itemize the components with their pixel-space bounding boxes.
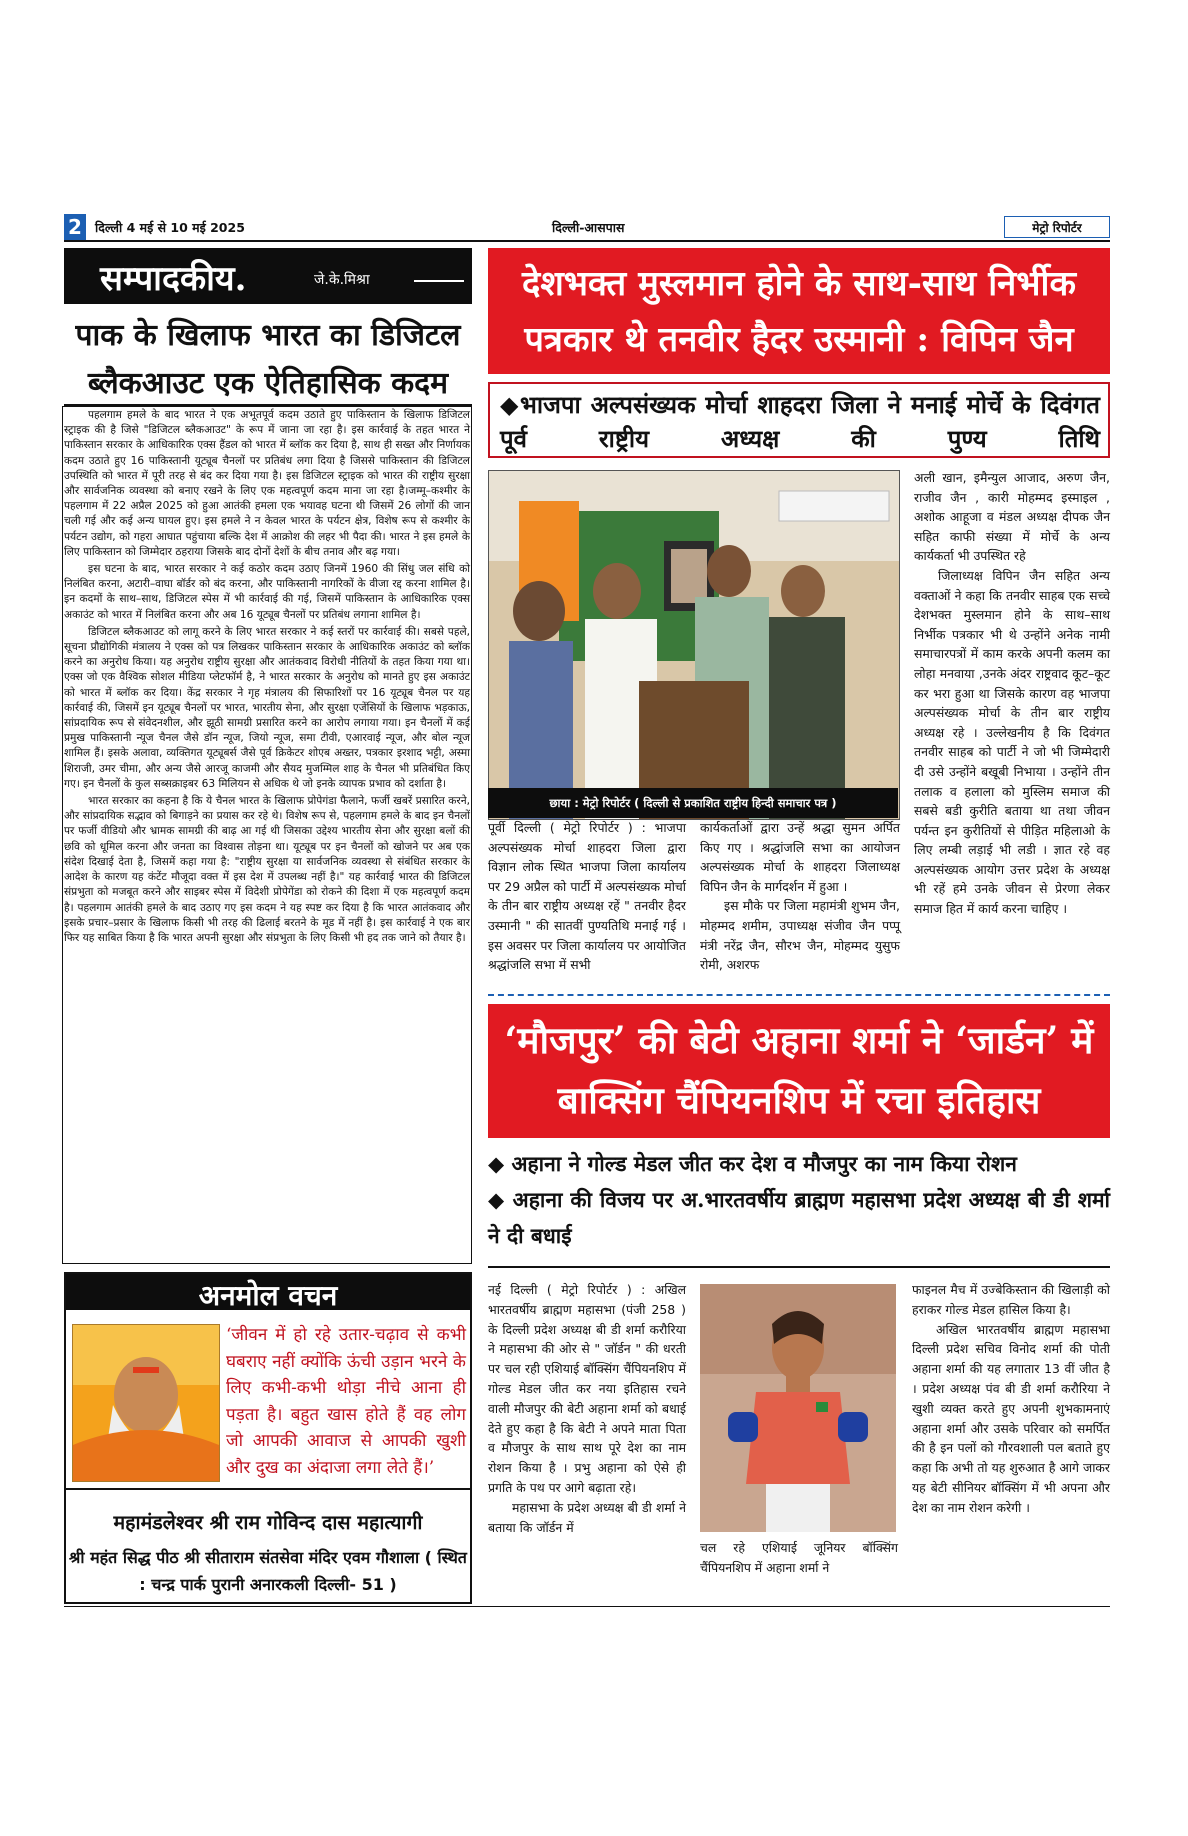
story1-subhead: ◆भाजपा अल्पसंख्यक मोर्चा शाहदरा जिला ने मनाई मोर्चे के दिवंगत पूर्व राष्ट्रीय अध्यक्ष की पुण्य तिथि: [500, 390, 1100, 453]
bullet-item: ◆ अहाना की विजय पर अ.भारतवर्षीय ब्राह्मण महासभा प्रदेश अध्यक्ष बी डी शर्मा ने दी बधाई: [488, 1187, 1110, 1248]
paragraph: इस घटना के बाद, भारत सरकार ने कई कठोर कदम उठाए जिनमें 1960 की सिंधु जल संधि को निलंबित करना, अटारी–वाघा बॉर्डर को बंद करना, और पाकिस्तानी नागरिकों के वीजा रद्द करना शामिल है। इन कदमों के साथ–साथ, डिजिटल स्पेस में भी कार्रवाई की गई, जिसमें पाकिस्तान के आधिकारिक एक्स अकाउंट को भारत में निलंबित करना और अब 16 यूट्यूब चैनलों पर प्रतिबंध लगाना शामिल है।: [64, 563, 470, 621]
quote-box-title: अनमोल वचन: [198, 1279, 338, 1312]
dashed-divider: [488, 994, 1110, 996]
story2-column-1: [488, 1280, 686, 1537]
boxer-portrait-icon: [700, 1284, 896, 1532]
paragraph: फाइनल मैच में उज्बेकिस्तान की खिलाड़ी को हराकर गोल्ड मेडल हासिल किया है।: [912, 1282, 1110, 1317]
paragraph: महासभा के प्रदेश अध्यक्ष बी डी शर्मा ने बताया कि जॉर्डन में: [488, 1499, 686, 1535]
story2-headline: ‘मौजपुर’ की बेटी अहाना शर्मा ने ‘जार्डन’ में बाक्सिंग चैंपियनशिप में रचा इतिहास: [504, 1018, 1094, 1122]
story2-column-3: [912, 1280, 1110, 1518]
paragraph: नई दिल्ली ( मेट्रो रिपोर्टर ) : अखिल भारतवर्षीय ब्राह्मण महासभा (पंजी 258 ) के दिल्ली प्रदेश अध्यक्ष बी डी शर्मा करौरिया ने महासभा की ओर से " जॉर्डन " की धरती पर चल रही एशियाई बॉक्सिंग चैंपियनशिप में गोल्ड मेडल जीत कर नया इतिहास रचने वाली मौजपुर की बेटी अहाना शर्मा को बधाई देते हुए कहा है कि बेटी ने अपने माता पिता व मौजपुर के साथ साथ पूरे देश का नाम रोशन किया है । प्रभु अहाना को ऐसे ही प्रगति के पथ पर आगे बढ़ाता रहे।: [488, 1282, 686, 1495]
paragraph: अली खान, इमैन्युल आजाद, अरुण जैन, राजीव जैन , कारी मोहम्मद इस्माइल , अशोक आहूजा व मंडल अध्यक्ष दीपक जैन सहित काफी संख्या में मोर्चे के अन्य कार्यकर्ता भी उपस्थित रहे: [914, 470, 1110, 564]
divider: [64, 1488, 472, 1490]
brand-name: मेट्रो रिपोर्टर: [1004, 216, 1110, 238]
tribute-ceremony-icon: [489, 471, 899, 819]
saint-portrait-image: [72, 1324, 220, 1482]
paragraph: अखिल भारतवर्षीय ब्राह्मण महासभा दिल्ली प्रदेश सचिव विनोद शर्मा की पोती अहाना शर्मा की यह लगातार 13 वीं जीत है । प्रदेश अध्यक्ष पंव बी डी शर्मा करौरिया ने खुशी व्यक्त करते हुए अपनी शुभकामनाएं अहाना शर्मा और उसके परिवार को समर्पित की है इन पलों को गौरवशाली पल बताते हुए कहा कि अभी तो यह शुरुआत है आगे जाकर यह बेटी सीनियर बॉक्सिंग में भी अपना और देश का नाम रोशन करेगी ।: [912, 1321, 1110, 1515]
issue-date: दिल्ली 4 मई से 10 मई 2025: [95, 220, 245, 235]
story1-column-1: [488, 818, 686, 975]
bullet-item: ◆ अहाना ने गोल्ड मेडल जीत कर देश व मौजपुर का नाम किया रोशन: [488, 1151, 1017, 1176]
quote-box-header: [66, 1274, 470, 1310]
editorial-label: सम्पादकीय.: [100, 259, 247, 299]
paragraph: पूर्वी दिल्ली ( मेट्रो रिपोर्टर ) : भाजपा अल्पसंख्यक मोर्चा शाहदरा जिला द्वारा विज्ञान लोक स्थित भाजपा जिला कार्यालय पर 29 अप्रैल को पार्टी में अल्पसंख्यक मोर्चा के तीन बार राष्ट्रीय अध्यक्ष रहें " तनवीर हैदर उस्मानी " की सातवीं पुण्यतिथि मनाई गई । इस अवसर पर जिला कार्यालय पर आयोजित श्रद्धांजलि सभा में सभी: [488, 820, 686, 973]
story2-column-2: [700, 1538, 898, 1578]
editorial-author: जे.के.मिश्रा: [314, 272, 370, 288]
saint-name: महामंडलेश्वर श्री राम गोविन्द दास महात्यागी: [113, 1511, 423, 1534]
story1-column-3: [914, 468, 1110, 919]
page-bottom-rule: [64, 1606, 1110, 1607]
editorial-body: [64, 408, 470, 948]
paragraph: भारत सरकार का कहना है कि ये चैनल भारत के खिलाफ प्रोपेगंडा फैलाने, फर्जी खबरें प्रसारित करने, और सांप्रदायिक सद्भाव को बिगाड़ने का प्रयास कर रहे थे। विशेष रूप से, पहलगाम हमले के बाद इन चैनलों पर फर्जी वीडियो और भ्रामक सामग्री की बाढ़ आ गई थी जिसका उद्देश्य भारतीय सेना और सुरक्षा बलों की छवि को धूमिल करना और जनता का विश्वास तोड़ना था। यूट्यूब पर इन चैनलों को खोजने पर अब एक संदेश दिखाई देता है, जिसमें कहा गया है: "राष्ट्रीय सुरक्षा या सार्वजनिक व्यवस्था से संबंधित सरकार के आदेश के कारण यह कंटेंट मौजूदा वक्त में इस देश में उपलब्ध नहीं है।" यह कार्रवाई भारत की डिजिटल संप्रभुता को मजबूत करने और साइबर स्पेस में विदेशी प्रोपेगेंडा को रोकने की दिशा में एक महत्वपूर्ण कदम है। पहलगाम आतंकी हमले के बाद उठाए गए इस कदम ने यह स्पष्ट कर दिया है कि भारत आतंकवाद और इसके प्रचार–प्रसार के खिलाफ किसी भी तरह की ढिलाई बरतने के मूड में नहीं है। इस कार्रवाई ने एक बार फिर यह साबित किया है कि भारत अपनी सुरक्षा और संप्रभुता के लिए किसी भी हद तक जाने को तैयार है।: [64, 795, 470, 944]
story1-column-2: [700, 818, 900, 975]
story1-headline: देशभक्त मुस्लमान होने के साथ-साथ निर्भीक पत्रकार थे तनवीर हैदर उस्मानी : विपिन जैन: [522, 264, 1076, 360]
section-name: दिल्ली-आसपास: [552, 220, 625, 235]
paragraph: कार्यकर्ताओं द्वारा उन्हें श्रद्धा सुमन अर्पित किए गए । श्रद्धांजलि सभा का आयोजन अल्पसंख्यक मोर्चा के शाहदरा जिलाध्यक्ष विपिन जैन के मार्गदर्शन में हुआ ।: [700, 820, 900, 894]
page-number: 2: [64, 214, 86, 240]
story1-subhead-box: [488, 382, 1110, 458]
paragraph: पहलगाम हमले के बाद भारत ने एक अभूतपूर्व कदम उठाते हुए पाकिस्तान के खिलाफ डिजिटल स्ट्राइक की है जिसे "डिजिटल ब्लैकआउट" के रूप में जाना जा रहा है। इस कार्रवाई के तहत भारत ने पाकिस्तान सरकार के आधिकारिक एक्स हैंडल को भारत में ब्लॉक कर दिया है, साथ ही सख्त और निर्णायक कदम उठाते हुए 16 पाकिस्तानी यूट्यूब चैनलों पर प्रतिबंध लगा दिया है जिससे पाकिस्तान की डिजिटल उपस्थिति को भारत में पूरी तरह से बंद कर दिया गया है। इस डिजिटल स्ट्राइक को भारत की राष्ट्रीय सुरक्षा और सार्वजनिक व्यवस्था को बनाए रखने के लिए एक महत्वपूर्ण कदम माना जा रहा है।जम्मू–कश्मीर के पहलगाम में 22 अप्रैल 2025 को हुआ आतंकी हमला एक भयावह घटना थी जिसमें 26 लोगों की जान चली गई और कई अन्य घायल हुए। इस हमले ने न केवल भारत के पर्यटन क्षेत्र, विशेष रूप से कश्मीर के पर्यटन उद्योग, को गहरा आघात पहुंचाया बल्कि देश में आक्रोश की लहर भी पैदा की। भारत ने इस हमले के लिए पाकिस्तान को जिम्मेदार ठहराया जिसके बाद दोनों देशों के बीच तनाव और बढ़ गया।: [64, 409, 470, 558]
story2-banner: [488, 1004, 1110, 1138]
divider: [64, 404, 472, 406]
quote-text: ‘जीवन में हो रहे उतार-चढ़ाव से कभी घबराए नहीं क्योंकि ऊंची उड़ान भरने के लिए कभी-कभी थोड़ा नीचे आना ही पड़ता है। बहुत खास होते हैं वह लोग जो आपकी आवाज से आपकी खुशी और दुख का अंदाजा लगा लेते हैं।’: [226, 1325, 466, 1478]
saint-address: श्री महंत सिद्ध पीठ श्री सीताराम संतसेवा मंदिर एवम गौशाला ( स्थित : चन्द्र पार्क पुरानी अनारकली दिल्ली- 51 ): [69, 1548, 467, 1594]
story1-photo-caption: छाया : मेट्रो रिपोर्टर ( दिल्ली से प्रकाशित राष्ट्रीय हिन्दी समाचार पत्र ): [488, 788, 898, 818]
paragraph: इस मौके पर जिला महामंत्री शुभम जैन, मोहम्मद शमीम, उपाध्यक्ष संजीव जैन पप्पू मंत्री नरेंद्र जैन, सौरभ जैन, मोहम्मद युसुफ रोमी, अशरफ: [700, 898, 900, 973]
paragraph: डिजिटल ब्लैकआउट को लागू करने के लिए भारत सरकार ने कई स्तरों पर कार्रवाई की। सबसे पहले, सूचना प्रौद्योगिकी मंत्रालय ने एक्स को पत्र लिखकर पाकिस्तान सरकार के आधिकारिक अकाउंट को ब्लॉक करने का अनुरोध किया। यह अनुरोध राष्ट्रीय सुरक्षा और आतंकवाद विरोधी नीतियों के तहत किया गया था। एक्स जो एक वैश्विक सोशल मीडिया प्लेटफॉर्म है, ने भारत सरकार के अनुरोध को मानते हुए इस अकाउंट को भारत में ब्लॉक कर दिया। केंद्र सरकार ने गृह मंत्रालय की सिफारिशों पर 16 यूट्यूब चैनल पर यह कार्रवाई की, जिसमें इन यूट्यूब चैनलों पर भारत, भारतीय सेना, और सुरक्षा एजेंसियों के खिलाफ भड़काऊ, सांप्रदायिक रूप से संवेदनशील, और झूठी सामग्री प्रसारित करने का आरोप लगाया गया। इन चैनलों में कई प्रमुख पाकिस्तानी न्यूज चैनल जैसे डॉन न्यूज, जियो न्यूज, समा टीवी, एआरवाई न्यूज, और बोल न्यूज शामिल हैं। इसके अलावा, व्यक्तिगत यूट्यूबर्स जैसे पूर्व क्रिकेटर शोएब अख्तर, पत्रकार इरशाद भट्टी, अस्मा शिराजी, उमर चीमा, और अन्य जैसे आरजू काजमी और सैयद मुजम्मिल शाह के चैनल भी प्रतिबंधित किए गए। इन चैनलों के कुल सब्सक्राइबर 63 मिलियन से अधिक थे जो इनके व्यापक प्रभाव को दर्शाता है।: [64, 625, 470, 790]
paragraph: चल रहे एशियाई जूनियर बॉक्सिंग चैंपियनशिप में अहाना शर्मा ने: [700, 1540, 898, 1575]
divider: [488, 1266, 1110, 1268]
paragraph: जिलाध्यक्ष विपिन जैन सहित अन्य वक्ताओं ने कहा कि तनवीर साहब एक सच्चे देशभक्त मुस्लमान होने के साथ–साथ निर्भीक पत्रकार भी थे उन्होंने अनेक नामी समाचारपत्रों में काम करके अपनी कलम का लोहा मनवाया ,उनके अंदर राष्ट्रवाद कूट–कूट कर भरा हुआ था जिसके कारण वह भाजपा अल्पसंख्यक मोर्चा के तीन बार राष्ट्रीय अध्यक्ष रहे । उल्लेखनीय है कि दिवंगत तनवीर साहब को पार्टी ने जो भी जिम्मेदारी दी उसे उन्होंने बखूबी निभाया । उन्होंने तीन तलाक व हलाला को मुस्लिम समाज की सबसे बडी कुरीति बताया था तथा जीवन पर्यन्त इन कुरीतियों से पीड़ित महिलाओ के लिए लम्बी लड़ाई भी लडी । ज्ञात रहे वह अल्पसंख्यक आयोग उत्तर प्रदेश के अध्यक्ष भी रहें हमे उनके जीवन से प्रेरणा लेकर समाज हित में कार्य करना चाहिए ।: [914, 567, 1110, 917]
story2-bullets: [488, 1146, 1110, 1254]
story1-photo: [488, 470, 900, 820]
story2-photo: [700, 1284, 896, 1532]
story1-banner: [488, 248, 1110, 374]
editorial-header: [64, 248, 472, 304]
editorial-headline: पाक के खिलाफ भारत का डिजिटल ब्लैकआउट एक ऐतिहासिक कदम: [75, 318, 461, 401]
saint-portrait-icon: [73, 1325, 219, 1481]
header-divider: [414, 280, 464, 282]
